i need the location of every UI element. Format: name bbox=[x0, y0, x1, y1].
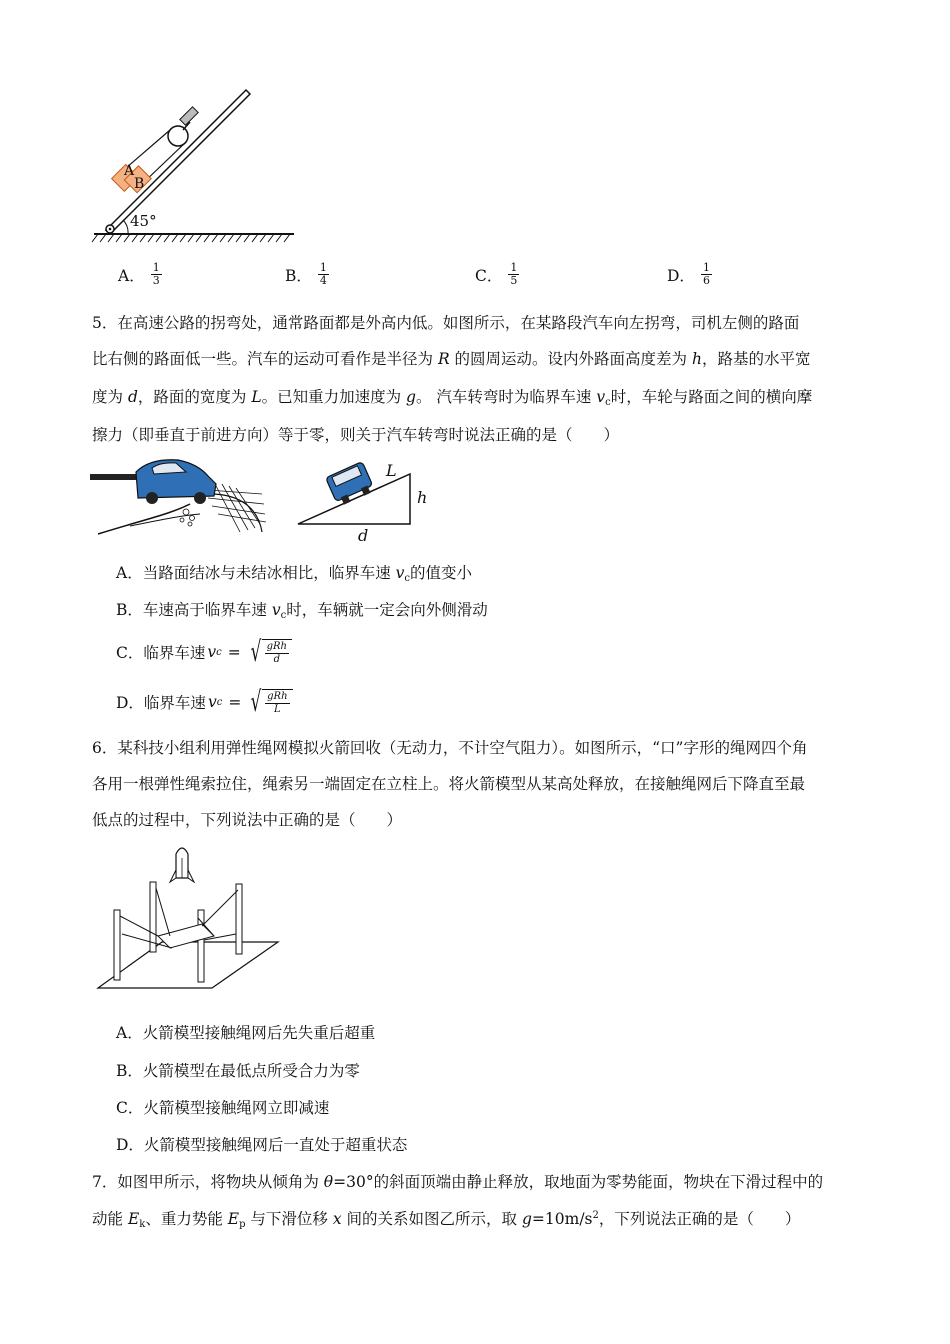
q6-option-b[interactable]: B．火箭模型在最低点所受合力为零 bbox=[116, 1062, 360, 1080]
option-letter: B． bbox=[285, 266, 312, 285]
option-text: D．临界车速 bbox=[116, 694, 206, 712]
text: 与下滑位移 bbox=[245, 1210, 333, 1228]
equals-sign: = bbox=[227, 643, 241, 661]
text: 间的关系如图乙所示，取 bbox=[341, 1210, 522, 1228]
var-x: x bbox=[332, 1210, 342, 1228]
option-letter: D． bbox=[667, 266, 695, 285]
numerator: gRh bbox=[266, 640, 287, 652]
q4-option-a[interactable] bbox=[118, 262, 162, 287]
var-theta: θ bbox=[323, 1173, 334, 1191]
subscript-c: c bbox=[404, 573, 410, 584]
fraction bbox=[318, 262, 329, 287]
fig-label-h: h bbox=[417, 488, 428, 507]
subscript-p: p bbox=[239, 1219, 246, 1230]
q6-option-c[interactable]: C．火箭模型接触绳网立即减速 bbox=[116, 1099, 330, 1117]
q7-line-1 bbox=[92, 1170, 823, 1192]
numerator: 1 bbox=[510, 261, 518, 274]
var-r: R bbox=[437, 350, 450, 368]
option-letter: A． bbox=[118, 266, 145, 285]
q6-option-a[interactable]: A．火箭模型接触绳网后先失重后超重 bbox=[116, 1024, 376, 1042]
text: ，下列说法正确的是（ ） bbox=[598, 1210, 801, 1228]
q6-line-2: 各用一根弹性绳索拉住，绳索另一端固定在立柱上。将火箭模型从某高处释放，在接触绳网后下降直至最 bbox=[92, 775, 806, 793]
option-text: C．临界车速 bbox=[116, 644, 206, 662]
text: 。已知重力加速度为 bbox=[261, 388, 407, 406]
q5-line-3 bbox=[92, 385, 812, 408]
q5-line-4: 擦力（即垂直于前进方向）等于零，则关于汽车转弯时说法正确的是（ ） bbox=[92, 426, 620, 444]
block-b-label: B bbox=[134, 176, 145, 192]
denominator: 6 bbox=[702, 274, 710, 287]
subscript-k: k bbox=[139, 1219, 146, 1230]
sqrt-symbol: √ bbox=[250, 685, 262, 718]
fraction bbox=[701, 262, 712, 287]
q5-option-a[interactable] bbox=[116, 561, 472, 584]
text: 度为 bbox=[92, 388, 128, 406]
option-text: 时，车辆就一定会向外侧滑动 bbox=[286, 601, 488, 619]
q7-line-2 bbox=[92, 1207, 800, 1230]
text: 。 汽车转弯时为临界车速 bbox=[415, 388, 597, 406]
var-v: v bbox=[271, 601, 281, 619]
text: =30°的斜面顶端由静止释放，取地面为零势能面，物块在下滑过程中的 bbox=[333, 1173, 824, 1191]
sqrt-symbol: √ bbox=[250, 635, 262, 668]
fig-label-d: d bbox=[358, 526, 369, 545]
denominator: 3 bbox=[152, 274, 160, 287]
fraction bbox=[151, 262, 162, 287]
option-text: 的值变小 bbox=[410, 564, 473, 582]
var-d: d bbox=[127, 388, 138, 406]
subscript-c: c bbox=[605, 397, 611, 408]
text: ，路面的宽度为 bbox=[137, 388, 252, 406]
q5-option-c[interactable] bbox=[116, 635, 292, 668]
denominator: 4 bbox=[319, 274, 327, 287]
q6-line-3: 低点的过程中，下列说法中正确的是（ ） bbox=[92, 811, 403, 829]
var-l: L bbox=[251, 388, 262, 406]
fraction bbox=[508, 262, 519, 287]
q4-option-d[interactable] bbox=[667, 262, 712, 287]
curved-road-car-figure bbox=[90, 454, 270, 540]
numerator: 1 bbox=[152, 261, 160, 274]
angle-label: 45° bbox=[130, 212, 157, 230]
option-text: B．车速高于临界车速 bbox=[116, 601, 272, 619]
q5-option-b[interactable] bbox=[116, 598, 488, 621]
fig-label-l: L bbox=[386, 461, 397, 480]
text: ，路基的水平宽 bbox=[701, 350, 811, 368]
var-e: E bbox=[227, 1210, 240, 1228]
numerator: gRh bbox=[267, 690, 288, 702]
option-text: A．当路面结冰与未结冰相比，临界车速 bbox=[116, 564, 396, 582]
var-v: v bbox=[395, 564, 405, 582]
q4-option-c[interactable] bbox=[475, 262, 519, 287]
subscript-c: c bbox=[216, 646, 222, 658]
q5-option-d[interactable] bbox=[116, 685, 293, 718]
incline-pulley-figure bbox=[88, 84, 298, 244]
subscript-c: c bbox=[216, 696, 223, 708]
superscript-2: 2 bbox=[592, 1210, 599, 1221]
q6-option-d[interactable]: D．火箭模型接触绳网后一直处于超重状态 bbox=[116, 1136, 408, 1154]
q5-line-1: 5．在高速公路的拐弯处，通常路面都是外高内低。如图所示，在某路段汽车向左拐弯，司机左侧的路面 bbox=[92, 314, 800, 332]
sqrt-expression bbox=[247, 685, 292, 718]
text: 动能 bbox=[92, 1210, 128, 1228]
equals-sign: = bbox=[228, 693, 242, 711]
q6-line-1: 6．某科技小组利用弹性绳网模拟火箭回收（无动力，不计空气阻力）。如图所示，“口”字形的绳网四个角 bbox=[92, 739, 808, 757]
text: 、重力势能 bbox=[145, 1210, 228, 1228]
var-h: h bbox=[691, 350, 702, 368]
denominator: 5 bbox=[510, 274, 518, 287]
text: 比右侧的路面低一些。汽车的运动可看作是半径为 bbox=[92, 350, 438, 368]
var-v: v bbox=[207, 643, 217, 661]
denominator: d bbox=[273, 653, 280, 665]
text: 时，车轮与路面之间的横向摩 bbox=[610, 388, 813, 406]
var-g: g bbox=[521, 1210, 532, 1228]
text: 的圆周运动。设内外路面高度差为 bbox=[449, 350, 692, 368]
text: 7．如图甲所示，将物块从倾角为 bbox=[92, 1173, 324, 1191]
text: =10m/s bbox=[531, 1210, 593, 1228]
denominator: L bbox=[274, 703, 281, 715]
numerator: 1 bbox=[319, 261, 327, 274]
option-letter: C． bbox=[475, 266, 503, 285]
q4-option-b[interactable] bbox=[285, 262, 329, 287]
rocket-net-figure bbox=[92, 844, 282, 1004]
subscript-c: c bbox=[280, 610, 287, 621]
var-v: v bbox=[596, 388, 606, 406]
numerator: 1 bbox=[702, 261, 710, 274]
block-a-label: A bbox=[124, 163, 135, 179]
var-v: v bbox=[207, 693, 217, 711]
var-g: g bbox=[406, 388, 416, 406]
var-e: E bbox=[127, 1210, 140, 1228]
q5-line-2 bbox=[92, 347, 810, 369]
sqrt-expression bbox=[247, 635, 292, 668]
